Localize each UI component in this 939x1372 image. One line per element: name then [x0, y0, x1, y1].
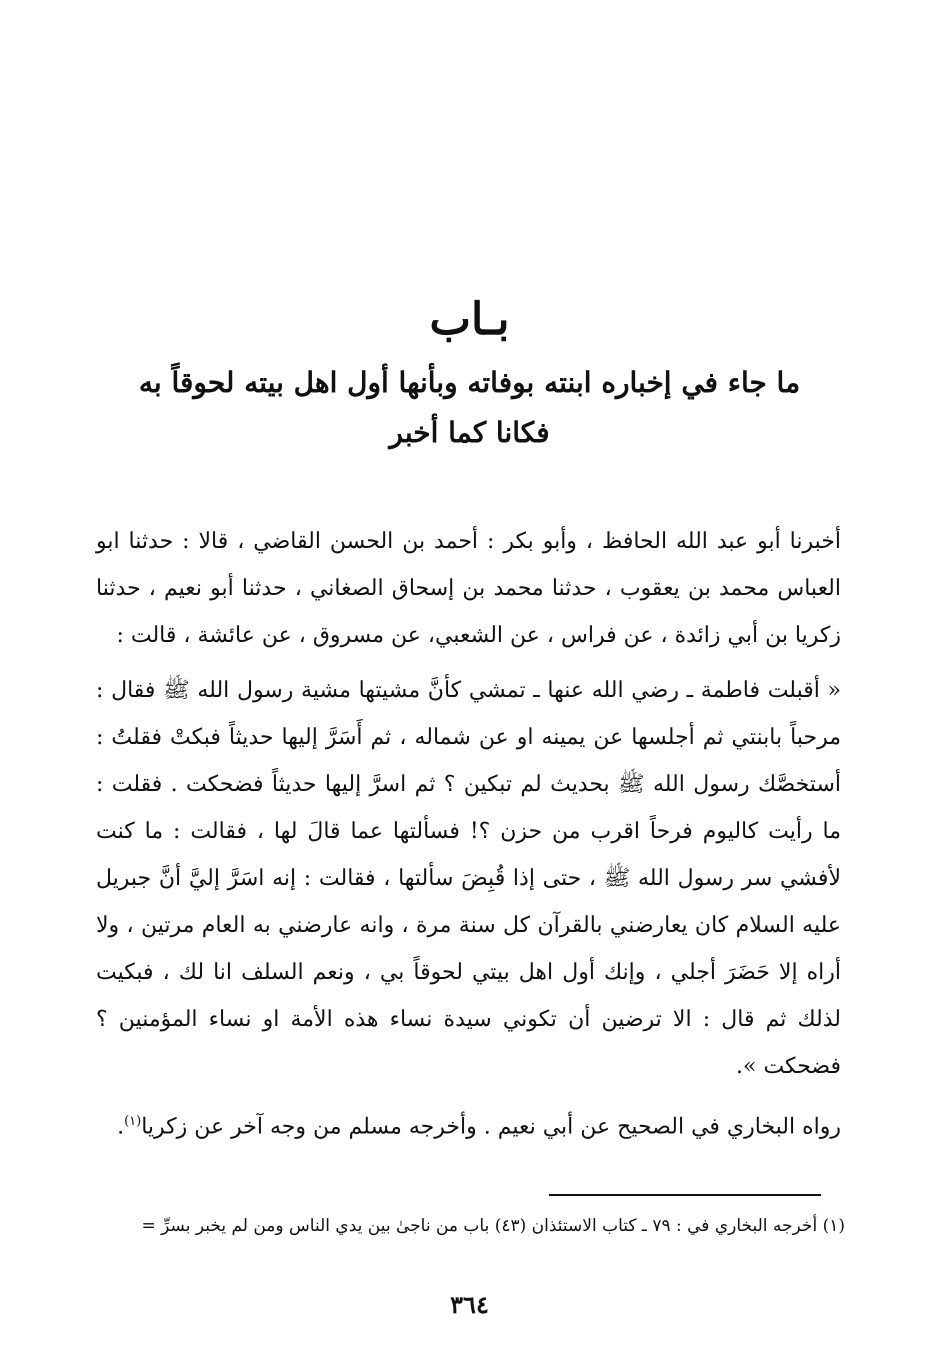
footnote: (١) أخرجه البخاري في : ٧٩ ـ كتاب الاستئذان (٤٣) باب من ناجىٰ بين يدي الناس ومن لم يخبر بسرِّ =	[141, 1216, 845, 1236]
chapter-title-line1: ما جاء في إخباره ابنته بوفاته وبأنها أول اهل بيته لحوقاً به	[138, 366, 801, 399]
conclusion-text: رواه البخاري في الصحيح عن أبي نعيم . وأخرجه مسلم من وجه آخر عن زكريا	[141, 1114, 841, 1140]
isnad-paragraph: أخبرنا أبو عبد الله الحافظ ، وأبو بكر : أحمد بن الحسن القاضي ، قالا : حدثنا ابو العباس محمد بن يعقوب ، حدثنا محمد بن إسحاق الصغاني ، حدثنا أبو نعيم ، حدثنا زكريا بن أبي زائدة ، عن فراس ، عن الشعبي، عن مسروق ، عن عائشة ، قالت :	[96, 529, 841, 648]
footnote-divider	[549, 1194, 821, 1196]
conclusion-paragraph: رواه البخاري في الصحيح عن أبي نعيم . وأخرجه مسلم من وجه آخر عن زكريا$^{(١)}$.	[117, 1114, 841, 1140]
chapter-title	[110, 358, 829, 458]
body-text	[96, 518, 841, 1150]
page-number: ٣٦٤	[450, 1290, 489, 1319]
chapter-title-line2: فكانا كما أخبر	[389, 416, 550, 449]
footnote-marker: (١)	[124, 1114, 142, 1129]
chapter-label: بـاب	[429, 294, 510, 345]
hadith-paragraph: « أقبلت فاطمة ـ رضي الله عنها ـ تمشي كأنَّ مشيتها مشية رسول الله ﷺ فقال : مرحباً بابنتي ثم أجلسها عن يمينه او عن شماله ، ثم أَسَرَّ إليها حديثاً فبكتْ فقلتُ : أستخصَّك رسول الله ﷺ بحديث لم تبكين ؟ ثم اسرَّ إليها حديثاً فضحكت . فقلت : ما رأيت كاليوم فرحاً اقرب من حزن ؟! فسألتها عما قالَ لها ، فقالت : ما كنت لأفشي سر رسول الله ﷺ ، حتى إذا قُبِضَ سألتها ، فقالت : إنه اسَرَّ إليَّ أنَّ جبريل عليه السلام كان يعارضني بالقرآن كل سنة مرة ، وانه عارضني به العام مرتين ، ولا أراه إلا حَضَرَ أجلي ، وإنك أول اهل بيتي لحوقاً بي ، ونعم السلف انا لك ، فبكيت لذلك ثم قال : الا ترضين أن تكوني سيدة نساء هذه الأمة او نساء المؤمنين ؟ فضحكت ».	[96, 678, 841, 1079]
